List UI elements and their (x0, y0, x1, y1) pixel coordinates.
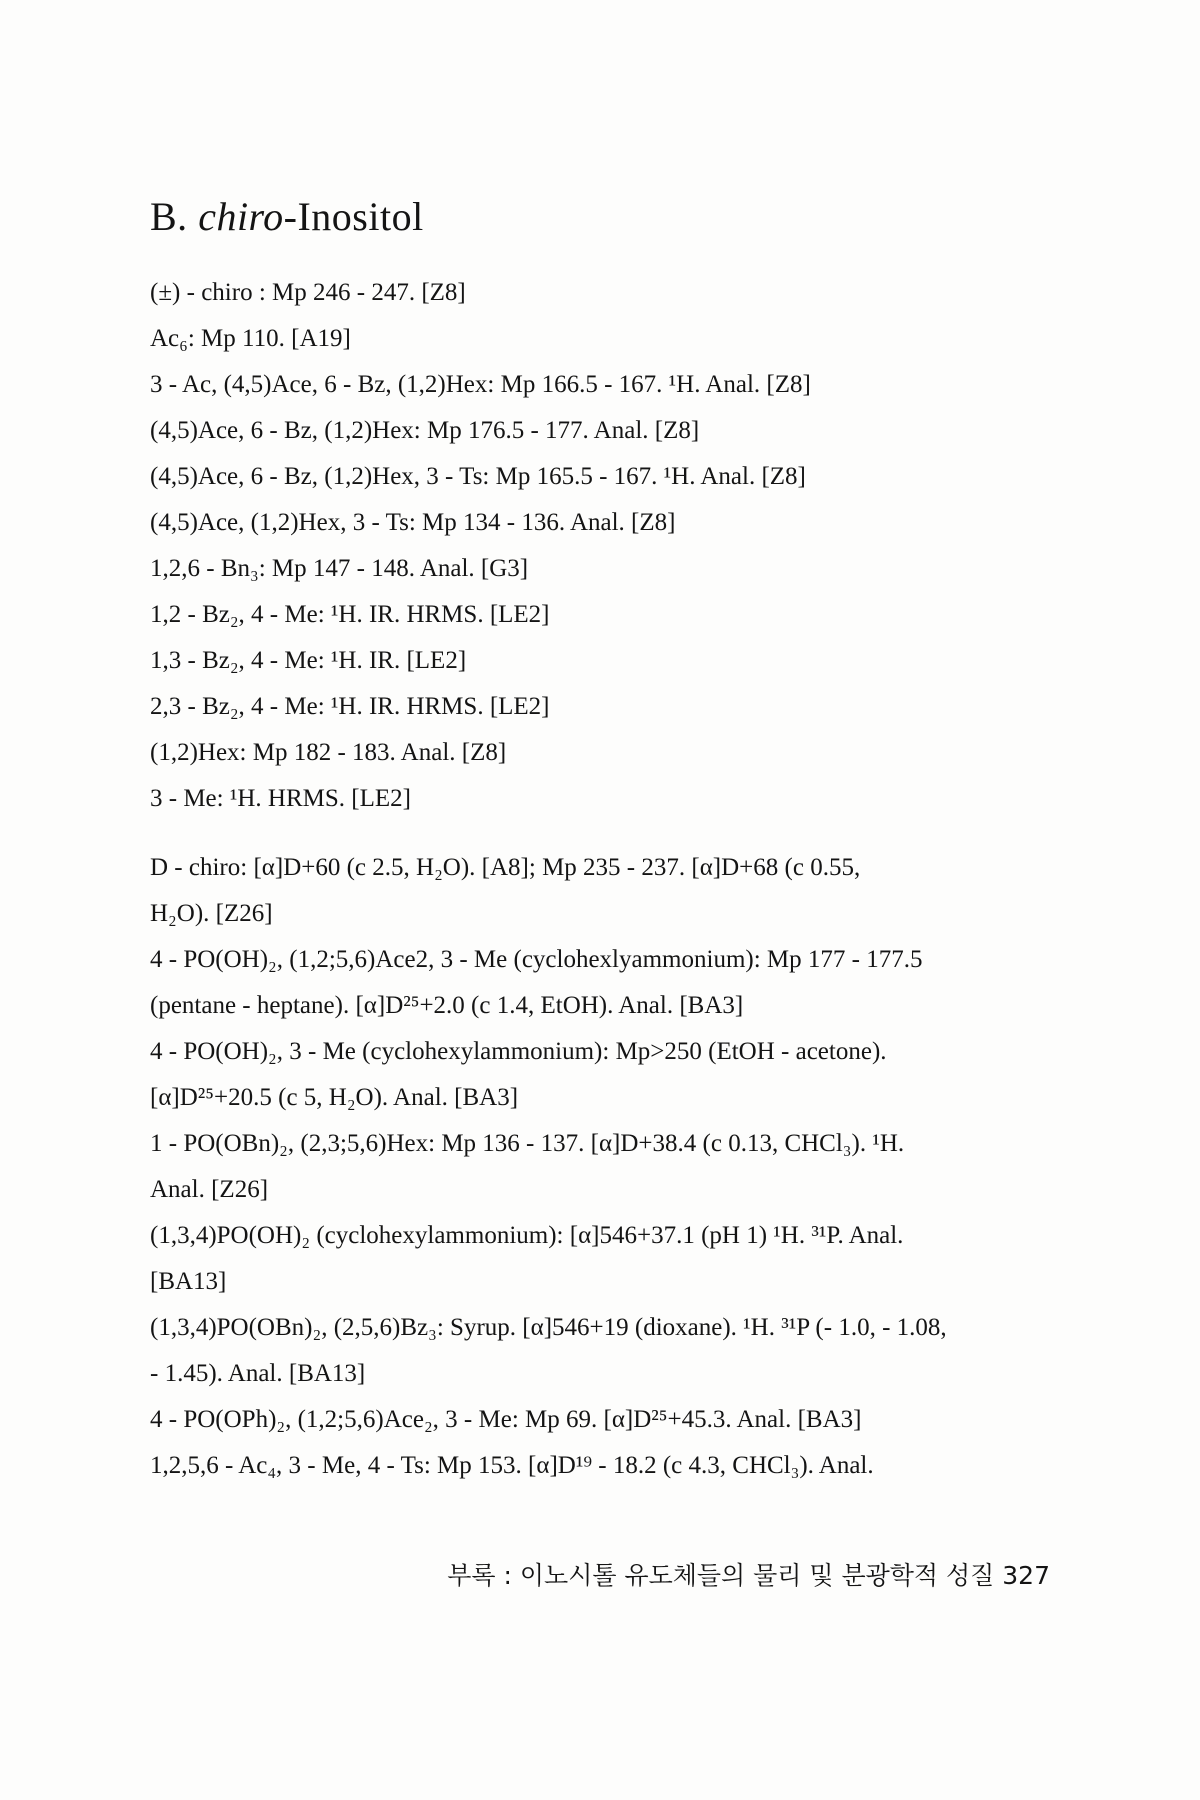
entry-line: 1,2,6 - Bn₃: Mp 147 - 148. Anal. [G3] (150, 555, 529, 582)
entry-line: (4,5)Ace, (1,2)Hex, 3 - Ts: Mp 134 - 136. Anal. [Z8] (150, 509, 676, 536)
entry-line: 1,2 - Bz₂, 4 - Me: ¹H. IR. HRMS. [LE2] (150, 601, 550, 628)
page-footer: 부록 : 이노시톨 유도체들의 물리 및 분광학적 성질 327 (447, 1561, 1050, 1590)
entry-line: (pentane - heptane). [α]D²⁵+2.0 (c 1.4, EtOH). Anal. [BA3] (150, 992, 744, 1019)
entry-line: 4 - PO(OH)₂, 3 - Me (cyclohexylammonium): Mp>250 (EtOH - acetone). (150, 1038, 887, 1065)
entry-line: H₂O). [Z26] (150, 900, 273, 927)
entry-line: [BA13] (150, 1268, 227, 1295)
entry-line: (1,3,4)PO(OH)₂ (cyclohexylammonium): [α]546+37.1 (pH 1) ¹H. ³¹P. Anal. (150, 1222, 904, 1249)
entry-line: 1 - PO(OBn)₂, (2,3;5,6)Hex: Mp 136 - 137. [α]D+38.4 (c 0.13, CHCl₃). ¹H. (150, 1130, 905, 1157)
entry-line: 3 - Ac, (4,5)Ace, 6 - Bz, (1,2)Hex: Mp 166.5 - 167. ¹H. Anal. [Z8] (150, 371, 811, 398)
entry-line: 2,3 - Bz₂, 4 - Me: ¹H. IR. HRMS. [LE2] (150, 693, 550, 720)
entry-line: Anal. [Z26] (150, 1176, 269, 1203)
entry-line: 1,2,5,6 - Ac₄, 3 - Me, 4 - Ts: Mp 153. [α]D¹⁹ - 18.2 (c 4.3, CHCl₃). Anal. (150, 1452, 874, 1479)
compound-list-racemic (150, 270, 1050, 822)
section-heading (150, 193, 424, 241)
entry-line: Ac₆: Mp 110. [A19] (150, 325, 351, 352)
entry-line: D - chiro: [α]D+60 (c 2.5, H₂O). [A8]; Mp 235 - 237. [α]D+68 (c 0.55, (150, 854, 861, 881)
entry-line: 4 - PO(OH)₂, (1,2;5,6)Ace2, 3 - Me (cyclohexlyammonium): Mp 177 - 177.5 (150, 946, 923, 973)
entry-line: (1,3,4)PO(OBn)₂, (2,5,6)Bz₃: Syrup. [α]546+19 (dioxane). ¹H. ³¹P (- 1.0, - 1.08, (150, 1314, 947, 1341)
entry-line: (±) - chiro : Mp 246 - 247. [Z8] (150, 279, 466, 306)
entry-line: (4,5)Ace, 6 - Bz, (1,2)Hex: Mp 176.5 - 177. Anal. [Z8] (150, 417, 700, 444)
entry-line: [α]D²⁵+20.5 (c 5, H₂O). Anal. [BA3] (150, 1084, 519, 1111)
entry-line: (4,5)Ace, 6 - Bz, (1,2)Hex, 3 - Ts: Mp 165.5 - 167. ¹H. Anal. [Z8] (150, 463, 806, 490)
heading-rest: -Inositol (283, 194, 424, 239)
heading-italic: chiro (198, 194, 284, 239)
heading-label: B. (150, 194, 188, 239)
entry-line: - 1.45). Anal. [BA13] (150, 1360, 366, 1387)
entry-line: 4 - PO(OPh)₂, (1,2;5,6)Ace₂, 3 - Me: Mp 69. [α]D²⁵+45.3. Anal. [BA3] (150, 1406, 862, 1433)
entry-line: 3 - Me: ¹H. HRMS. [LE2] (150, 785, 411, 812)
entry-line: 1,3 - Bz₂, 4 - Me: ¹H. IR. [LE2] (150, 647, 467, 674)
entry-line: (1,2)Hex: Mp 182 - 183. Anal. [Z8] (150, 739, 507, 766)
compound-list-d-chiro (150, 845, 1050, 1489)
